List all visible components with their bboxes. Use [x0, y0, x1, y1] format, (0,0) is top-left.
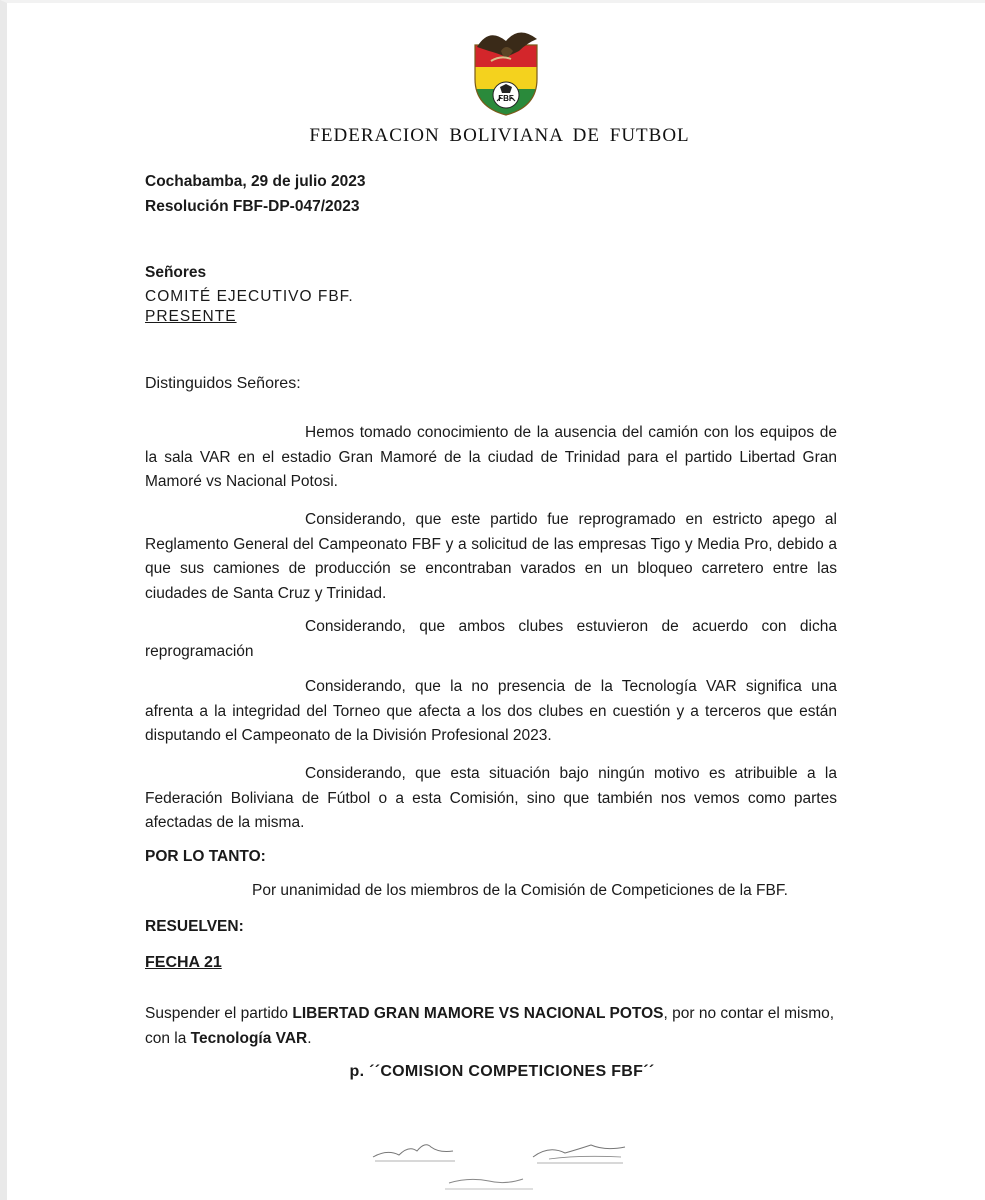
paragraph-text: Considerando, que ambos clubes estuvieron de acuerdo con dicha reprogramación — [145, 618, 837, 660]
resolve-heading: RESUELVEN: — [145, 918, 244, 935]
paragraph — [145, 615, 837, 664]
logo-lettering: FBF — [498, 94, 514, 103]
paragraph-text: Considerando, que este partido fue reprogramado en estricto apego al Reglamento General del Campeonato FBF y a solicitud de las empresas Tigo y Media Pro, debido a que sus camiones de producción se encontraban varados en un bloqueo carretero entre las ciudades de Santa Cruz y Trinidad. — [145, 511, 837, 602]
signature-left — [369, 1133, 459, 1165]
signature-center — [439, 1171, 539, 1195]
paragraph — [145, 675, 837, 749]
paragraph — [145, 508, 837, 606]
statement-match: LIBERTAD GRAN MAMORE VS NACIONAL POTOS — [292, 1005, 664, 1022]
therefore-heading: POR LO TANTO: — [145, 848, 266, 865]
signature-right — [529, 1135, 629, 1167]
place-date: Cochabamba, 29 de julio 2023 — [145, 173, 366, 190]
resolution-statement — [145, 1001, 845, 1051]
presente-line: PRESENTE — [145, 308, 237, 325]
fecha-heading: FECHA 21 — [145, 954, 222, 971]
statement-prefix: Suspender el partido — [145, 1005, 293, 1022]
paragraph-text: Considerando, que esta situación bajo ningún motivo es atribuible a la Federación Boliviana de Fútbol o a esta Comisión, sino que también nos vemos como partes afectadas de la misma. — [145, 765, 837, 831]
statement-middle: , por no contar el mismo, con la — [145, 1005, 835, 1047]
paragraph-text: Hemos tomado conocimiento de la ausencia del camión con los equipos de la sala VAR en el estadio Gran Mamoré de la ciudad de Trinidad para el partido Libertad Gran Mamoré vs Nacional Potosi. — [145, 424, 837, 490]
committee-name: COMITÉ EJECUTIVO FBF. — [145, 288, 354, 305]
signature-line: p. ´´COMISION COMPETICIONES FBF´´ — [349, 1063, 655, 1080]
fbf-crest-logo — [467, 21, 545, 117]
greeting: Distinguidos Señores: — [145, 375, 301, 392]
resolution-number: Resolución FBF-DP-047/2023 — [145, 198, 360, 215]
salutation: Señores — [145, 264, 207, 281]
unanimity-statement: Por unanimidad de los miembros de la Comisión de Competiciones de la FBF. — [252, 882, 788, 899]
paragraph — [145, 762, 837, 836]
paragraph — [145, 421, 837, 495]
statement-end: . — [307, 1030, 312, 1047]
statement-technology: Tecnología VAR — [190, 1030, 308, 1047]
paragraph-text: Considerando, que la no presencia de la Tecnología VAR significa una afrenta a la integridad del Torneo que afecta a los dos clubes en cuestión y a terceros que están disputando el Campeonato de la División Profesional 2023. — [145, 678, 837, 744]
organization-title: FEDERACION BOLIVIANA DE FUTBOL — [309, 125, 690, 146]
